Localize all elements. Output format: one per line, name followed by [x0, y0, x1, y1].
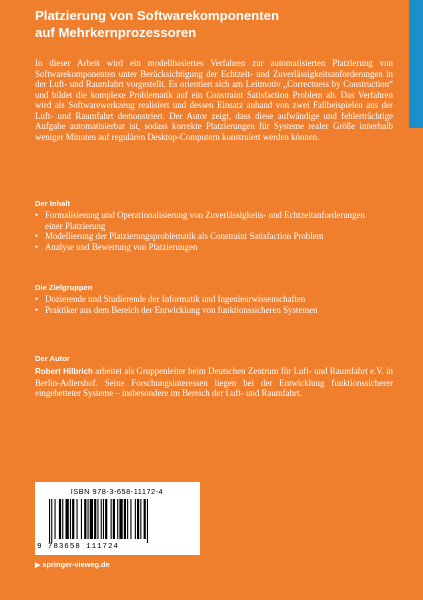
barcode-bar	[59, 499, 61, 539]
barcode-bar	[77, 499, 78, 539]
barcode-bar	[72, 499, 74, 539]
barcode-bar	[103, 499, 104, 539]
barcode-bar	[49, 499, 50, 543]
list-item: • Analyse und Bewertung von Platzierungen	[35, 242, 375, 253]
book-title	[35, 7, 395, 41]
barcode-bar	[111, 499, 112, 539]
barcode-bar	[84, 499, 86, 539]
barcode-bar	[117, 499, 118, 539]
barcode-bar	[144, 499, 146, 539]
title-line-2: auf Mehrkernprozessoren	[35, 25, 197, 40]
url-text: springer-vieweg.de	[42, 560, 110, 569]
inhalt-heading: Der Inhalt	[35, 199, 71, 208]
inhalt-list	[35, 210, 375, 252]
list-item: • Dozierende und Studierende der Informatik und Ingenieurwissenschaften	[35, 294, 375, 305]
arrow-right-icon: ▶	[35, 561, 41, 569]
barcode-digits: 9 783658 111724	[37, 543, 119, 551]
zielgruppen-heading: Die Zielgruppen	[35, 283, 93, 292]
barcode-bar	[113, 499, 115, 539]
barcode-bar	[70, 499, 71, 539]
barcode-bar	[124, 499, 126, 539]
accent-bar	[409, 0, 423, 128]
barcode-bar	[55, 499, 56, 539]
author-name: Robert Hilbrich	[35, 367, 93, 376]
barcode-box	[35, 482, 200, 555]
barcode-bar	[81, 499, 82, 539]
barcode-bar	[130, 499, 131, 539]
list-item: • Modellierung der Platzierungsproblematik als Constraint Satisfaction Problem	[35, 231, 375, 242]
barcode-bar	[147, 499, 148, 543]
barcode-bar	[62, 499, 63, 539]
list-item: • Formalisierung und Operationalisierung von Zuverlässigkeits- und Echtzeitanforderungen einer Platzierung	[35, 210, 375, 231]
author-paragraph	[35, 366, 393, 399]
barcode-bar	[88, 499, 89, 539]
publisher-url[interactable]	[35, 560, 110, 569]
isbn-label: ISBN 978-3-658-11172-4	[70, 487, 164, 496]
zielgruppen-list	[35, 294, 375, 315]
list-item: • Praktiker aus dem Bereich der Entwicklung von funktionssicheren Systemen	[35, 305, 375, 316]
barcode-bar	[51, 499, 52, 543]
barcode-icon	[49, 499, 189, 543]
barcode-bar	[140, 499, 141, 539]
author-bio: arbeitet als Gruppenleiter beim Deutschen Zentrum für Luft- und Raumfahrt e.V. in Berlin-Adlershof. Seine Forschungsinteressen liegen bei der Entwicklung funktionssicherer eingebetteter Systeme – insbesondere im Bereich der Luft- und Raumfahrt.	[35, 366, 393, 399]
barcode-bar	[101, 499, 102, 539]
autor-heading: Der Autor	[35, 354, 70, 363]
barcode-bar	[135, 499, 136, 539]
barcode-bar	[105, 499, 107, 539]
barcode-bar	[90, 499, 93, 539]
barcode-bar	[137, 499, 139, 539]
intro-paragraph: In dieser Arbeit wird ein modellbasiertes Verfahren zur automatisierten Platzierung von Softwarekomponenten unter Berücksichtigung der Echtzeit- und Zuverlässigkeitsanforderungen in der Luft- und Raumfahrt vorgestellt. Es orientiert sich am Leitmotiv „Correctness by Construction“ und bildet die komplexe Problematik auf ein Constraint Satisfaction Problem ab. Das Verfahren wird als Softwarewerkzeug realisiert und dessen Einsatz anhand von zwei Fallbeispielen aus der Luft- und Raumfahrt demonstriert. Der Autor zeigt, dass diese aufwändige und fehlerträchtige Aufgabe automatisierbar ist, sodass korrekte Platzierungen für Systeme realer Größe innerhalb weniger Minuten auf regulären Desktop-Computern konstruiert werden können.	[35, 58, 393, 142]
barcode-bar	[119, 499, 122, 539]
barcode-bar	[66, 499, 69, 539]
barcode-bar	[94, 499, 96, 539]
barcode-bar	[127, 499, 128, 539]
title-line-1: Platzierung von Softwarekomponenten	[35, 8, 279, 23]
barcode-bar	[97, 499, 98, 539]
